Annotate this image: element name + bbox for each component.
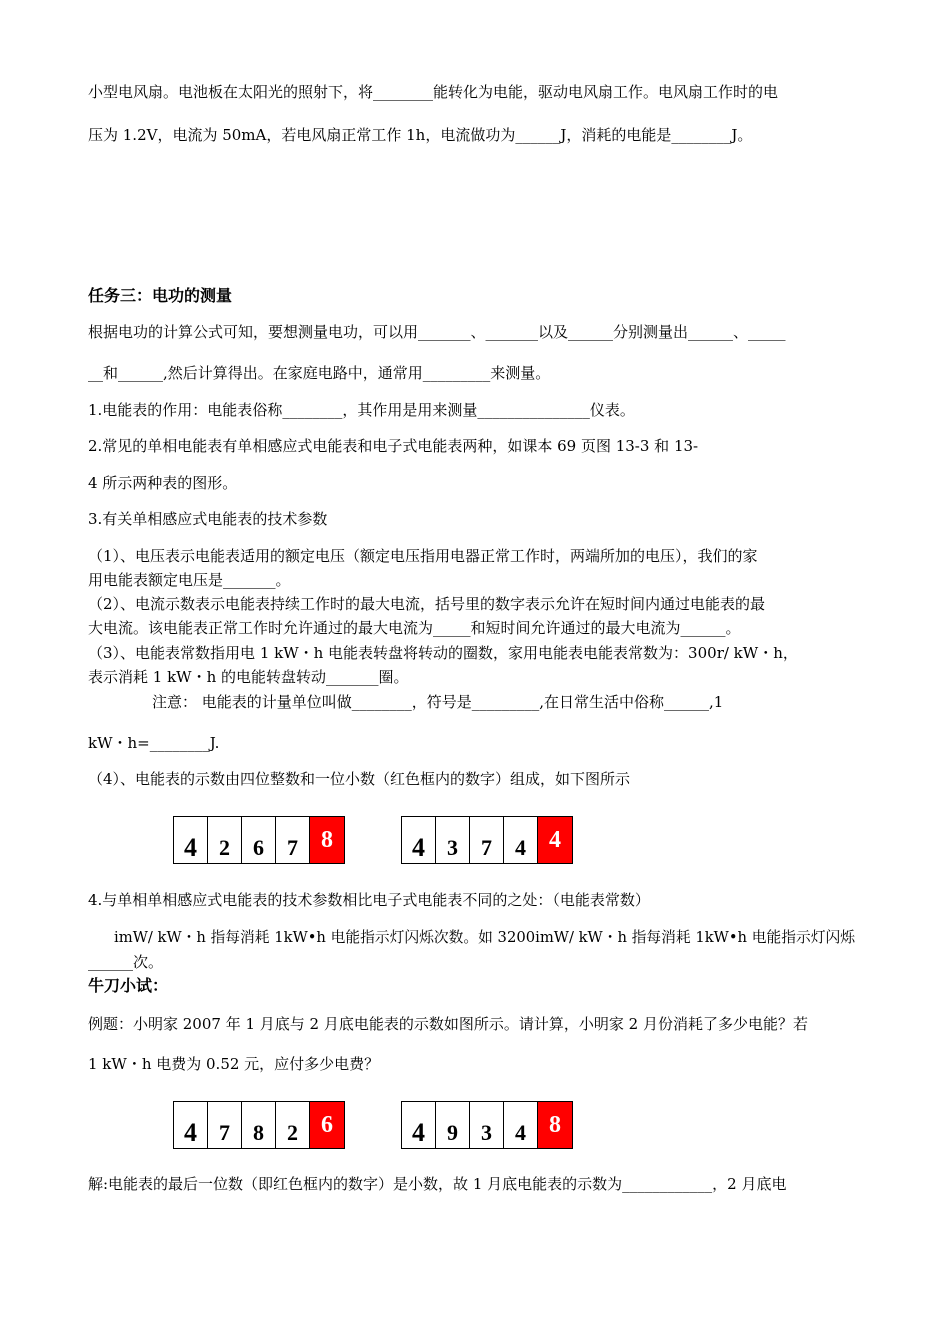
- meter-digit: 4: [504, 1102, 538, 1148]
- meter-digit: 3: [436, 817, 470, 863]
- note-line: 注意： 电能表的计量单位叫做________，符号是_________,在日常生活中俗称______,1: [152, 693, 724, 711]
- text-line: __和______,然后计算得出。在家庭电路中，通常用_________来测量。: [88, 364, 551, 382]
- text-line: 3.有关单相感应式电能表的技术参数: [88, 510, 328, 528]
- meter-digit: 4: [402, 817, 436, 863]
- meter-digit: 7: [208, 1102, 242, 1148]
- text-line: kW・h=________J.: [88, 734, 220, 752]
- text-line: 2.常见的单相电能表有单相感应式电能表和电子式电能表两种，如课本 69 页图 13-3 和 13-: [88, 437, 699, 455]
- meter-digit: 9: [436, 1102, 470, 1148]
- meter-digit: 4: [174, 1102, 208, 1148]
- meter-reading: [401, 816, 573, 864]
- text-line: 根据电功的计算公式可知，要想测量电功，可以用_______、_______以及______分别测量出______、_____: [88, 323, 786, 341]
- meter-decimal-digit: 8: [310, 817, 344, 863]
- text-line: 1.电能表的作用：电能表俗称________，其作用是用来测量_______________仪表。: [88, 401, 635, 419]
- text-line: （2）、电流示数表示电能表持续工作时的最大电流，括号里的数字表示允许在短时间内通过电能表的最: [88, 595, 766, 613]
- meter-reading: [173, 1101, 345, 1149]
- meter-digit: 3: [470, 1102, 504, 1148]
- text-line: 压为 1.2V，电流为 50mA，若电风扇正常工作 1h，电流做功为______J，消耗的电能是________J。: [88, 126, 753, 144]
- text-line: imW/ kW・h 指每消耗 1kW•h 电能指示灯闪烁次数。如 3200imW/ kW・h 指每消耗 1kW•h 电能指示灯闪烁: [114, 929, 855, 946]
- text-line: 大电流。该电能表正常工作时允许通过的最大电流为_____和短时间允许通过的最大电流为______。: [88, 619, 741, 637]
- text-line: （1）、电压表示电能表适用的额定电压（额定电压指用电器正常工作时，两端所加的电压），我们的家: [88, 547, 758, 565]
- text-line: 4.与单相单相感应式电能表的技术参数相比电子式电能表不同的之处：（电能表常数）: [88, 891, 650, 909]
- text-line: 用电能表额定电压是_______。: [88, 571, 291, 589]
- meter-digit: 8: [242, 1102, 276, 1148]
- meter-digit: 4: [174, 817, 208, 863]
- text-line: 4 所示两种表的图形。: [88, 474, 238, 492]
- meter-digit: 2: [276, 1102, 310, 1148]
- section-title: 牛刀小试：: [88, 976, 169, 995]
- meter-decimal-digit: 6: [310, 1102, 344, 1148]
- text-line: 小型电风扇。电池板在太阳光的照射下，将________能转化为电能，驱动电风扇工作。电风扇工作时的电: [88, 83, 779, 101]
- meter-decimal-digit: 4: [538, 817, 572, 863]
- text-line: 例题：小明家 2007 年 1 月底与 2 月底电能表的示数如图所示。请计算，小明家 2 月份消耗了多少电能？若: [88, 1015, 808, 1033]
- text-line: 1 kW・h 电费为 0.52 元，应付多少电费？: [88, 1055, 380, 1073]
- meter-digit: 2: [208, 817, 242, 863]
- meter-digit: 4: [402, 1102, 436, 1148]
- meter-digit: 7: [470, 817, 504, 863]
- text-line: ______次。: [88, 953, 164, 971]
- meter-reading: [401, 1101, 573, 1149]
- text-line: 表示消耗 1 kW・h 的电能转盘转动_______圈。: [88, 668, 409, 686]
- meter-digit: 6: [242, 817, 276, 863]
- text-line: （3）、电能表常数指用电 1 kW・h 电能表转盘将转动的圈数，家用电能表电能表常数为：300r/ kW・h，: [88, 644, 798, 662]
- meter-digit: 4: [504, 817, 538, 863]
- text-line: 解:电能表的最后一位数（即红色框内的数字）是小数，故 1 月底电能表的示数为____________，2 月底电: [88, 1175, 787, 1193]
- section-title: 任务三：电功的测量: [88, 286, 233, 305]
- meter-digit: 7: [276, 817, 310, 863]
- meter-decimal-digit: 8: [538, 1102, 572, 1148]
- text-line: （4）、电能表的示数由四位整数和一位小数（红色框内的数字）组成，如下图所示: [88, 770, 631, 788]
- meter-reading: [173, 816, 345, 864]
